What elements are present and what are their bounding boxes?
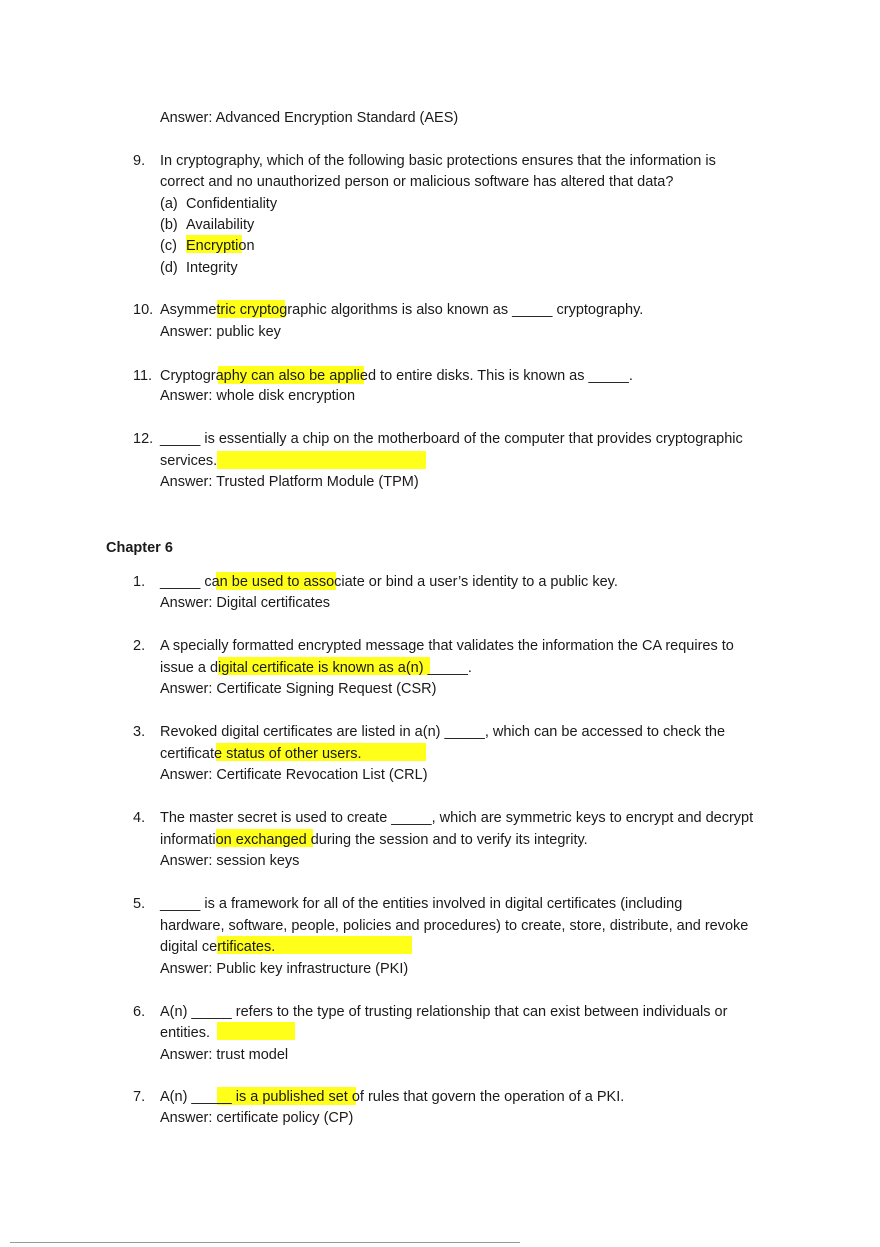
question-number: 2. — [133, 638, 146, 654]
option-text: Availability — [186, 217, 255, 233]
question-number: 1. — [133, 574, 146, 590]
question-text: A(n) _____ is a published set of rules that govern the operation of a PKI. — [160, 1089, 625, 1105]
question-text: certificate status of other users. — [160, 746, 362, 762]
answer-text: Answer: whole disk encryption — [160, 388, 356, 404]
answer-text: Answer: Certificate Signing Request (CSR) — [160, 681, 437, 697]
answer-text: Answer: Public key infrastructure (PKI) — [160, 961, 409, 977]
answer-text: Answer: certificate policy (CP) — [160, 1110, 354, 1126]
question-text: In cryptography, which of the following basic protections ensures that the information is — [160, 153, 716, 169]
question-text: Asymmetric cryptographic algorithms is also known as _____ cryptography. — [160, 302, 644, 318]
option-label: (d) — [160, 260, 178, 276]
question-text: Revoked digital certificates are listed in a(n) _____, which can be accessed to check the — [160, 724, 726, 740]
highlight-mark — [217, 451, 426, 469]
answer-text: Answer: Digital certificates — [160, 595, 331, 611]
question-text: _____ is essentially a chip on the motherboard of the computer that provides cryptographic — [160, 431, 743, 447]
question-number: 4. — [133, 810, 146, 826]
question-text: _____ can be used to associate or bind a user’s identity to a public key. — [160, 574, 618, 590]
footer-divider — [10, 1242, 520, 1243]
question-text: information exchanged during the session and to verify its integrity. — [160, 832, 588, 848]
question-text: services. — [160, 453, 218, 469]
option-label: (a) — [160, 196, 178, 212]
question-number: 9. — [133, 153, 146, 169]
answer-text: Answer: session keys — [160, 853, 300, 869]
question-text: A(n) _____ refers to the type of trusting relationship that can exist between individuals or — [160, 1004, 728, 1020]
answer-text: Answer: public key — [160, 324, 281, 340]
highlight-mark — [217, 1022, 295, 1040]
option-text: Encryption — [186, 238, 255, 254]
question-text: A specially formatted encrypted message that validates the information the CA requires to — [160, 638, 734, 654]
question-text: Cryptography can also be applied to entire disks. This is known as _____. — [160, 368, 633, 384]
question-text: correct and no unauthorized person or malicious software has altered that data? — [160, 174, 674, 190]
question-text: _____ is a framework for all of the entities involved in digital certificates (including — [160, 896, 683, 912]
question-text: entities. — [160, 1025, 210, 1041]
answer-text: Answer: trust model — [160, 1047, 289, 1063]
question-text: digital certificates. — [160, 939, 276, 955]
answer-text: Answer: Advanced Encryption Standard (AES) — [160, 110, 459, 126]
question-number: 5. — [133, 896, 146, 912]
option-label: (c) — [160, 238, 177, 254]
question-number: 6. — [133, 1004, 146, 1020]
option-text: Integrity — [186, 260, 238, 276]
option-label: (b) — [160, 217, 178, 233]
question-text: The master secret is used to create _____, which are symmetric keys to encrypt and decrypt — [160, 810, 754, 826]
option-text: Confidentiality — [186, 196, 278, 212]
chapter-heading: Chapter 6 — [106, 540, 173, 556]
question-text: hardware, software, people, policies and procedures) to create, store, distribute, and revoke — [160, 918, 749, 934]
question-number: 7. — [133, 1089, 146, 1105]
question-number: 3. — [133, 724, 146, 740]
question-number: 12. — [133, 431, 154, 447]
answer-text: Answer: Trusted Platform Module (TPM) — [160, 474, 419, 490]
question-number: 11. — [133, 368, 153, 384]
question-number: 10. — [133, 302, 154, 318]
answer-text: Answer: Certificate Revocation List (CRL) — [160, 767, 428, 783]
question-text: issue a digital certificate is known as a(n) _____. — [160, 660, 472, 676]
